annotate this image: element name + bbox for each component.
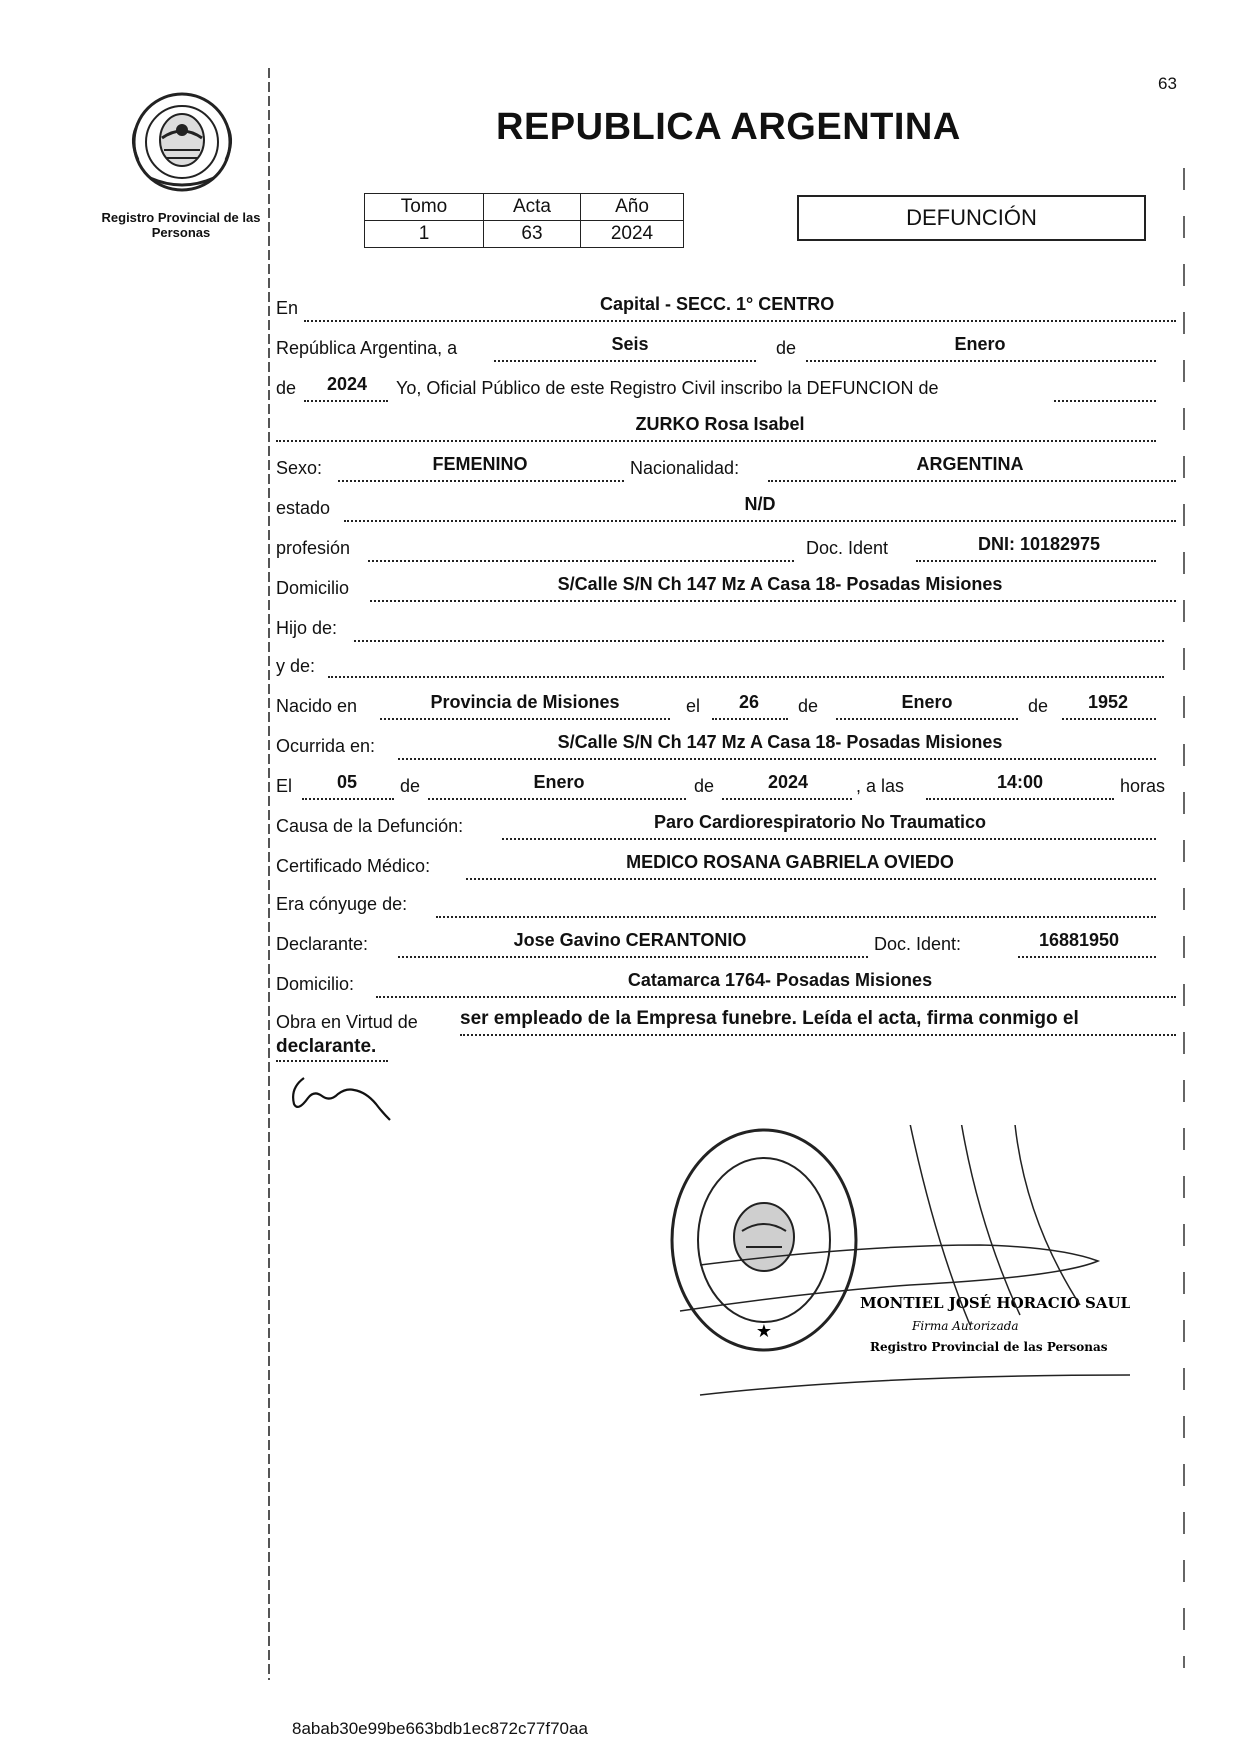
- certificado-value: MEDICO ROSANA GABRIELA OVIEDO: [626, 852, 954, 872]
- deceased-name-value: ZURKO Rosa Isabel: [635, 414, 805, 434]
- province-seal-icon: [128, 88, 236, 196]
- hijo-de-label: Hijo de:: [276, 618, 338, 638]
- dotted-line: [302, 798, 394, 800]
- dotted-line: [1054, 400, 1156, 402]
- dotted-line: [460, 1034, 1176, 1036]
- dotted-line: [304, 400, 388, 402]
- dotted-line: [276, 440, 1156, 442]
- document-hash: 8abab30e99be663bdb1ec872c77f70aa: [292, 1719, 588, 1738]
- domicilio-label: Domicilio: [276, 578, 350, 598]
- right-margin-line: [1183, 168, 1185, 1668]
- acta-value: 63: [484, 221, 581, 248]
- ocurrida-label: Ocurrida en:: [276, 736, 376, 756]
- causa-label: Causa de la Defunción:: [276, 816, 464, 836]
- profesion-label: profesión: [276, 538, 351, 558]
- year-value: 2024: [326, 374, 368, 394]
- day-text-value: Seis: [611, 334, 649, 354]
- de-label: de: [776, 338, 797, 358]
- doc-ident-value: DNI: 10182975: [977, 534, 1101, 554]
- dotted-line: [304, 320, 1176, 322]
- svg-text:★: ★: [755, 1321, 773, 1342]
- estado-label: estado: [276, 498, 331, 518]
- declarante-value: Jose Gavino CERANTONIO: [513, 930, 747, 950]
- sexo-value: FEMENINO: [432, 454, 528, 474]
- obra-value-line-2: declarante.: [276, 1036, 377, 1057]
- dotted-line: [376, 996, 1176, 998]
- death-time-value: 14:00: [996, 772, 1044, 792]
- doc-ident-label: Doc. Ident: [806, 538, 889, 558]
- death-year-value: 2024: [767, 772, 809, 792]
- nacido-en-value: Provincia de Misiones: [430, 692, 620, 712]
- month-text-value: Enero: [954, 334, 1006, 354]
- svg-text:Firma Autorizada: Firma Autorizada: [912, 1319, 1019, 1333]
- de-label: de: [798, 696, 819, 716]
- declarant-signature: [282, 1068, 412, 1133]
- y-de-label: y de:: [276, 656, 316, 676]
- nacionalidad-value: ARGENTINA: [916, 454, 1024, 474]
- tomo-value: 1: [365, 221, 484, 248]
- sexo-label: Sexo:: [276, 458, 323, 478]
- dotted-line: [806, 360, 1156, 362]
- de-label: de: [1028, 696, 1049, 716]
- registry-name: Registro Provincial de las Personas: [101, 210, 261, 240]
- en-label: En: [276, 298, 299, 318]
- tomo-header: Tomo: [365, 194, 484, 221]
- dotted-line: [380, 718, 670, 720]
- dotted-line: [1018, 956, 1156, 958]
- el-label: el: [686, 696, 701, 716]
- dotted-line: [466, 878, 1156, 880]
- dotted-line: [836, 718, 1018, 720]
- nacionalidad-label: Nacionalidad:: [630, 458, 740, 478]
- dotted-line: [926, 798, 1114, 800]
- death-day-value: 05: [336, 772, 358, 792]
- anio-value: 2024: [581, 221, 684, 248]
- dotted-line: [328, 676, 1164, 678]
- dotted-line: [276, 1060, 388, 1062]
- dotted-line: [354, 640, 1164, 642]
- inscription-text: Yo, Oficial Público de este Registro Civil inscribo la DEFUNCION de: [396, 378, 939, 398]
- dotted-line: [344, 520, 1176, 522]
- dotted-line: [502, 838, 1156, 840]
- page-number: 63: [1158, 74, 1177, 93]
- acta-header: Acta: [484, 194, 581, 221]
- svg-text:Registro Provincial de las Per: Registro Provincial de las Personas: [870, 1340, 1108, 1354]
- dotted-line: [368, 560, 794, 562]
- causa-value: Paro Cardiorespiratorio No Traumatico: [653, 812, 987, 832]
- act-type-box: DEFUNCIÓN: [797, 195, 1146, 241]
- conyuge-label: Era cónyuge de:: [276, 894, 408, 914]
- document-title: REPUBLICA ARGENTINA: [496, 106, 961, 148]
- death-month-value: Enero: [533, 772, 585, 792]
- dotted-line: [370, 600, 1176, 602]
- declarante-domicilio-value: Catamarca 1764- Posadas Misiones: [627, 970, 933, 990]
- birth-month-value: Enero: [901, 692, 953, 712]
- ocurrida-value: S/Calle S/N Ch 147 Mz A Casa 18- Posadas Misiones: [557, 732, 1003, 752]
- de-label: de: [276, 378, 297, 398]
- declarante-doc-label: Doc. Ident:: [874, 934, 962, 954]
- domicilio-value: S/Calle S/N Ch 147 Mz A Casa 18- Posadas Misiones: [557, 574, 1003, 594]
- republica-label: República Argentina, a: [276, 338, 458, 358]
- anio-header: Año: [581, 194, 684, 221]
- el-cap-label: El: [276, 776, 293, 796]
- estado-value: N/D: [744, 494, 776, 514]
- record-number-table: [364, 193, 684, 248]
- svg-text:MONTIEL JOSÉ HORACIO SAUL: MONTIEL JOSÉ HORACIO SAUL: [860, 1294, 1130, 1312]
- certificado-label: Certificado Médico:: [276, 856, 431, 876]
- official-stamp: [660, 1125, 1130, 1430]
- dotted-line: [338, 480, 624, 482]
- birth-year-value: 1952: [1087, 692, 1129, 712]
- dotted-line: [768, 480, 1176, 482]
- dotted-line: [494, 360, 756, 362]
- birth-day-value: 26: [738, 692, 760, 712]
- declarante-label: Declarante:: [276, 934, 369, 954]
- de-label: de: [694, 776, 715, 796]
- nacido-en-label: Nacido en: [276, 696, 358, 716]
- declarante-doc-value: 16881950: [1038, 930, 1120, 950]
- horas-label: horas: [1120, 776, 1166, 796]
- declarante-domicilio-label: Domicilio:: [276, 974, 355, 994]
- obra-value: ser empleado de la Empresa funebre. Leída el acta, firma conmigo el: [460, 1008, 1079, 1029]
- dotted-line: [722, 798, 852, 800]
- a-las-label: , a las: [856, 776, 905, 796]
- obra-label: Obra en Virtud de: [276, 1012, 418, 1032]
- dotted-line: [398, 956, 868, 958]
- left-margin-line: [268, 68, 270, 1680]
- dotted-line: [428, 798, 686, 800]
- dotted-line: [916, 560, 1156, 562]
- dotted-line: [398, 758, 1156, 760]
- de-label: de: [400, 776, 421, 796]
- dotted-line: [436, 916, 1156, 918]
- dotted-line: [1062, 718, 1156, 720]
- dotted-line: [712, 718, 788, 720]
- place-value: Capital - SECC. 1° CENTRO: [600, 294, 835, 314]
